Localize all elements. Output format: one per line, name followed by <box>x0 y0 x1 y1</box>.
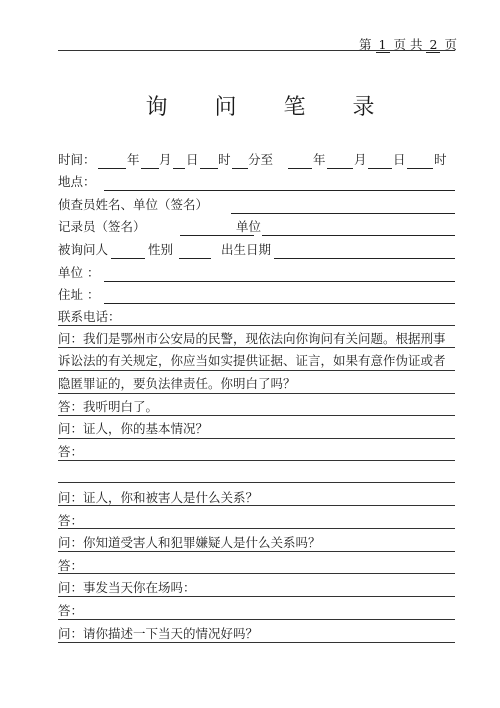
rule <box>58 528 455 529</box>
location-field[interactable] <box>104 190 455 191</box>
page-prefix: 第 <box>358 37 372 52</box>
location-row <box>58 172 455 194</box>
unit-field[interactable] <box>104 281 455 282</box>
qa-line: 问：你知道受害人和犯罪嫌疑人是什么关系吗？ <box>58 535 321 550</box>
time-day-blank-2[interactable] <box>368 168 392 169</box>
time-label: 时间： <box>58 152 96 167</box>
interviewee-name-field[interactable] <box>111 258 145 259</box>
time-day-label-2: 日 <box>393 152 406 167</box>
time-month-label-1: 月 <box>159 152 172 167</box>
rule <box>58 415 455 416</box>
time-minute-blank-1[interactable] <box>232 168 248 169</box>
unit-label: 单位 ： <box>58 265 100 280</box>
rule <box>58 460 455 461</box>
rule <box>58 325 455 326</box>
birthdate-field[interactable] <box>274 258 455 259</box>
rule <box>58 370 455 371</box>
total-pages: 2 <box>426 37 440 53</box>
rule <box>58 505 455 506</box>
rule <box>58 551 455 552</box>
recorder-field[interactable] <box>180 235 254 236</box>
qa-line: 答： <box>58 444 84 459</box>
time-year-label-1: 年 <box>127 152 140 167</box>
rule <box>58 347 455 348</box>
investigator-row <box>58 195 455 217</box>
address-field[interactable] <box>104 303 455 304</box>
header-rule <box>58 50 455 51</box>
time-day-label-1: 日 <box>186 152 199 167</box>
time-year-blank-1[interactable] <box>98 168 126 169</box>
recorder-unit-field[interactable] <box>262 235 455 236</box>
rule <box>58 393 455 394</box>
page-title: 询 问 笔 录 <box>145 95 395 120</box>
birthdate-label: 出生日期 <box>221 242 272 257</box>
rule <box>58 482 455 483</box>
unit-row <box>58 263 455 285</box>
qa-line: 答： <box>58 513 84 528</box>
qa-line: 问：请你描述一下当天的情况好吗？ <box>58 626 259 641</box>
time-year-label-2: 年 <box>313 152 326 167</box>
time-month-blank-1[interactable] <box>141 168 159 169</box>
rule <box>58 619 455 620</box>
time-hour-blank-1[interactable] <box>200 168 218 169</box>
qa-line: 问：证人，你的基本情况？ <box>58 421 209 436</box>
time-minute-label-1: 分至 <box>248 152 274 167</box>
investigator-field[interactable] <box>231 213 455 214</box>
interviewee-row <box>58 240 455 262</box>
time-hour-label-1: 时 <box>218 152 231 167</box>
qa-line: 问：证人，你和被害人是什么关系？ <box>58 490 259 505</box>
gender-field[interactable] <box>179 258 211 259</box>
recorder-row <box>58 217 455 239</box>
interviewee-label: 被询问人 <box>58 242 109 257</box>
time-hour-label-2: 时 <box>434 152 447 167</box>
time-month-label-2: 月 <box>354 152 367 167</box>
gender-label: 性别 <box>148 242 174 257</box>
recorder-unit-label: 单位 <box>236 219 262 234</box>
time-day-blank-1[interactable] <box>173 168 185 169</box>
page-middle: 页 共 <box>393 37 423 52</box>
qa-line: 问：事发当天你在场吗： <box>58 580 196 595</box>
time-row <box>58 150 455 172</box>
recorder-label: 记录员（签名） <box>58 219 146 234</box>
qa-line: 答： <box>58 603 84 618</box>
time-hour-blank-2[interactable] <box>407 168 433 169</box>
address-row <box>58 285 455 307</box>
qa-line: 答： <box>58 558 84 573</box>
address-label: 住址 ： <box>58 287 100 302</box>
qa-line: 隐匿罪证的，要负法律责任。你明白了吗？ <box>58 376 296 391</box>
location-label: 地点： <box>58 174 96 189</box>
investigator-label: 侦查员姓名、单位（签名） <box>58 197 209 212</box>
rule <box>58 438 455 439</box>
rule <box>58 642 455 643</box>
time-year-blank-2[interactable] <box>288 168 312 169</box>
rule <box>58 596 455 597</box>
current-page: 1 <box>376 37 390 53</box>
page-suffix: 页 <box>444 37 457 52</box>
phone-label: 联系电话： <box>58 309 121 324</box>
qa-line: 答：我听明白了。 <box>58 399 159 414</box>
qa-line: 问：我们是鄂州市公安局的民警，现依法向你询问有关问题。根据刑事 <box>58 331 446 346</box>
qa-line: 诉讼法的有关规定，你应当如实提供证据、证言，如果有意作伪证或者 <box>58 353 446 368</box>
rule <box>58 573 455 574</box>
time-month-blank-2[interactable] <box>327 168 353 169</box>
